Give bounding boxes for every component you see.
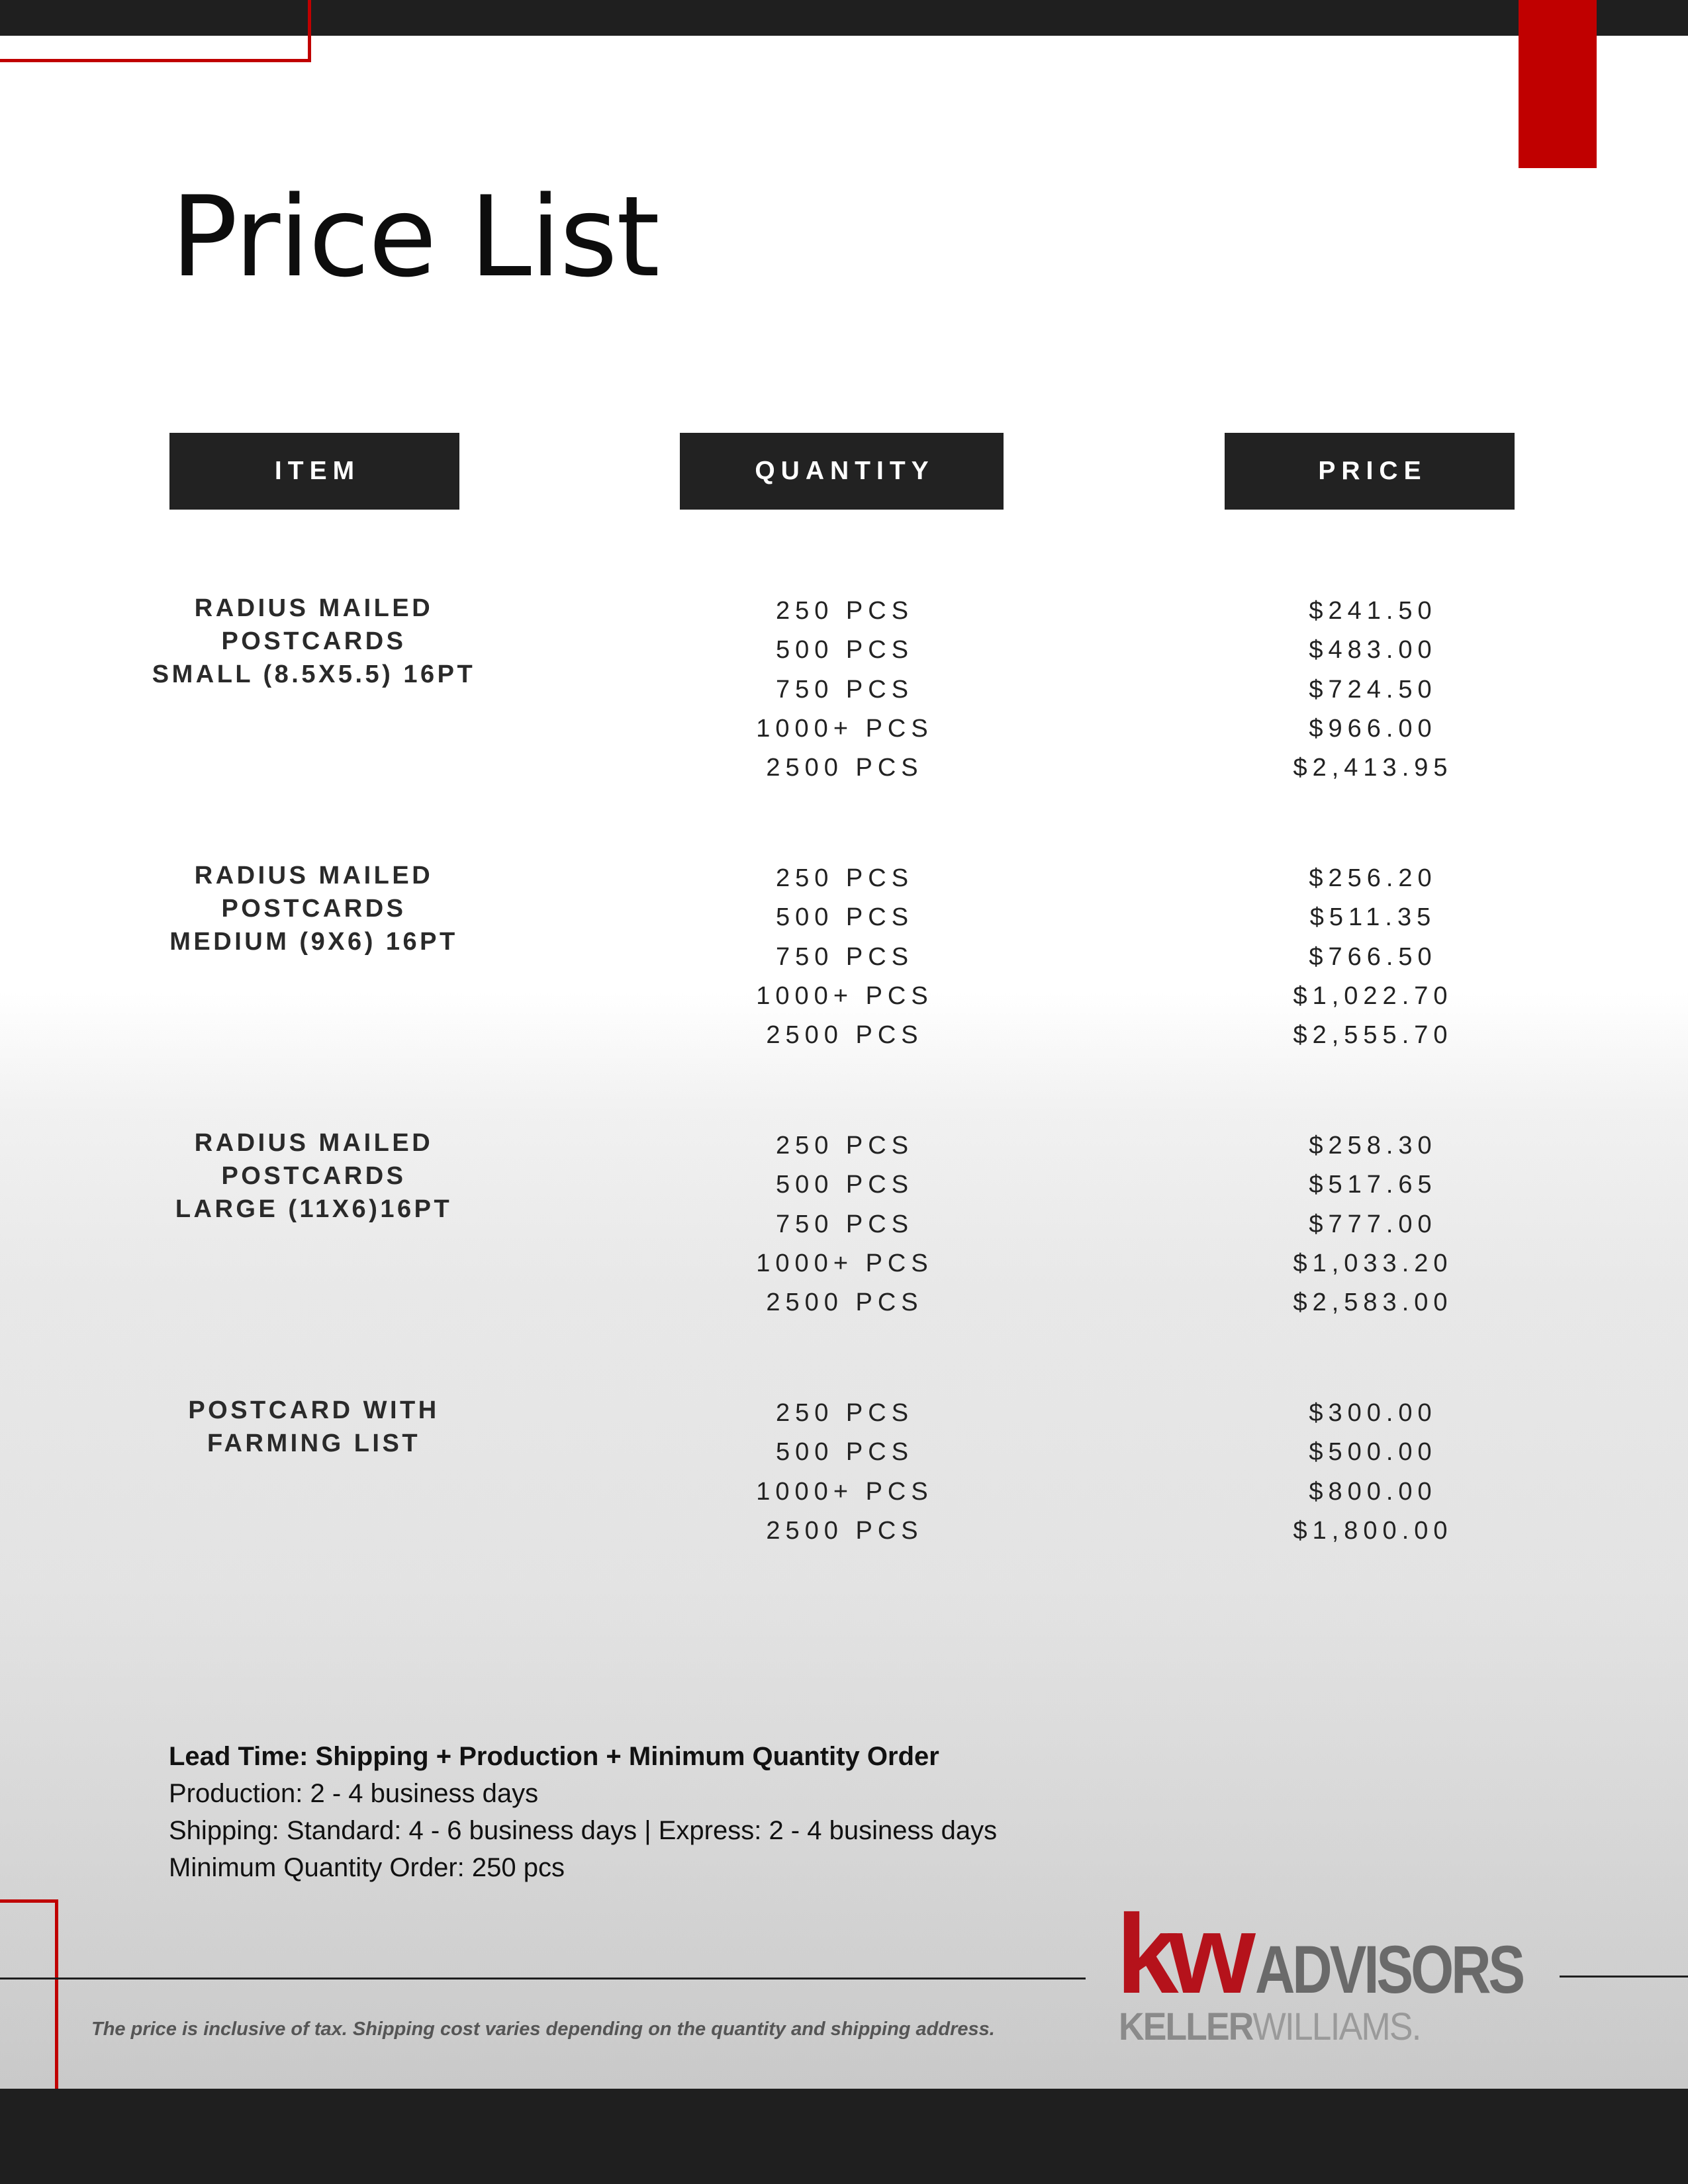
quantity-cell: 250 PCS [775, 1399, 914, 1427]
quantity-cell: 1000+ PCS [756, 1477, 933, 1506]
quantity-cell: 2500 PCS [766, 1021, 923, 1050]
price-list [1172, 1394, 1569, 1551]
logo-keller-williams-text [1119, 2007, 1421, 2047]
item-name-line: RADIUS MAILED [194, 594, 434, 622]
quantity-cell: 750 PCS [775, 1210, 914, 1238]
quantity-cell: 250 PCS [775, 597, 914, 625]
price-cell: $511.35 [1309, 903, 1436, 932]
price-cell: $2,413.95 [1293, 754, 1453, 782]
column-header-item: ITEM [169, 433, 459, 510]
lead-time-heading: Lead Time: Shipping + Production + Minimum Quantity Order [169, 1742, 939, 1771]
footer-note: The price is inclusive of tax. Shipping cost varies depending on the quantity and shipping address. [91, 2019, 995, 2040]
item-name [115, 1126, 512, 1226]
logo-williams: WILLIAMS [1252, 2005, 1412, 2048]
price-cell: $724.50 [1309, 675, 1437, 704]
item-name-line: RADIUS MAILED [194, 1129, 434, 1157]
bottom-bar [0, 2089, 1688, 2184]
item-name-line: MEDIUM (9X6) 16PT [169, 928, 458, 956]
price-cell: $2,555.70 [1293, 1021, 1453, 1050]
price-cell: $500.00 [1309, 1438, 1437, 1467]
price-list [1172, 1126, 1569, 1322]
item-name [115, 1394, 512, 1460]
item-name-line: RADIUS MAILED [194, 862, 434, 889]
column-header-quantity: QUANTITY [680, 433, 1004, 510]
quantity-cell: 2500 PCS [766, 754, 923, 782]
item-name [115, 592, 512, 691]
logo-advisors-text: ADVISORS [1255, 1932, 1523, 2007]
price-cell: $2,583.00 [1293, 1289, 1453, 1317]
item-name-line: FARMING LIST [207, 1430, 421, 1457]
logo-reg-mark: . [1411, 2005, 1421, 2048]
lead-time-shipping: Shipping: Standard: 4 - 6 business days | Express: 2 - 4 business days [169, 1816, 998, 1845]
quantity-list [677, 1394, 1008, 1551]
price-cell: $766.50 [1309, 942, 1437, 971]
item-name-line: POSTCARDS [221, 627, 406, 655]
kw-advisors-logo [1116, 1891, 1540, 2050]
price-cell: $966.00 [1309, 714, 1437, 743]
quantity-cell: 500 PCS [775, 1438, 914, 1467]
quantity-cell: 2500 PCS [766, 1289, 923, 1317]
quantity-cell: 1000+ PCS [756, 1249, 933, 1277]
price-list [1172, 859, 1569, 1055]
quantity-cell: 500 PCS [775, 903, 914, 932]
item-name-line: LARGE (11X6)16PT [175, 1195, 453, 1223]
item-name-line: POSTCARDS [221, 895, 406, 923]
price-cell: $300.00 [1309, 1399, 1437, 1427]
price-cell: $800.00 [1309, 1477, 1437, 1506]
price-cell: $517.65 [1309, 1171, 1437, 1199]
logo-kw-mark: kw [1116, 1891, 1245, 2017]
quantity-list [677, 1126, 1008, 1322]
column-header-price: PRICE [1225, 433, 1515, 510]
quantity-cell: 500 PCS [775, 636, 914, 664]
footer-rule-right [1560, 1976, 1688, 1978]
quantity-cell: 750 PCS [775, 942, 914, 971]
quantity-cell: 2500 PCS [766, 1516, 923, 1545]
price-cell: $1,022.70 [1293, 981, 1453, 1010]
page-title: Price List [171, 172, 659, 302]
quantity-cell: 750 PCS [775, 675, 914, 704]
price-cell: $1,800.00 [1293, 1516, 1453, 1545]
item-name-line: POSTCARDS [221, 1162, 406, 1190]
item-name-line: SMALL (8.5X5.5) 16PT [152, 660, 476, 688]
lead-time-production: Production: 2 - 4 business days [169, 1779, 539, 1808]
price-cell: $1,033.20 [1293, 1249, 1453, 1277]
quantity-list [677, 859, 1008, 1055]
logo-keller: KELLER [1119, 2005, 1253, 2048]
quantity-cell: 500 PCS [775, 1171, 914, 1199]
quantity-cell: 250 PCS [775, 1132, 914, 1160]
quantity-cell: 1000+ PCS [756, 714, 933, 743]
price-cell: $258.30 [1309, 1132, 1437, 1160]
red-corner-frame-top [0, 0, 311, 62]
item-name-line: POSTCARD WITH [188, 1396, 440, 1424]
price-cell: $256.20 [1309, 864, 1437, 892]
lead-time-block [169, 1738, 997, 1886]
lead-time-minimum-order: Minimum Quantity Order: 250 pcs [169, 1853, 565, 1882]
item-name [115, 859, 512, 958]
quantity-cell: 250 PCS [775, 864, 914, 892]
footer-rule-left [0, 1978, 1086, 1979]
price-cell: $777.00 [1309, 1210, 1437, 1238]
red-tab-accent [1519, 0, 1597, 168]
price-cell: $241.50 [1309, 597, 1437, 625]
quantity-list [677, 592, 1008, 788]
quantity-cell: 1000+ PCS [756, 981, 933, 1010]
price-list [1172, 592, 1569, 788]
price-cell: $483.00 [1309, 636, 1437, 664]
